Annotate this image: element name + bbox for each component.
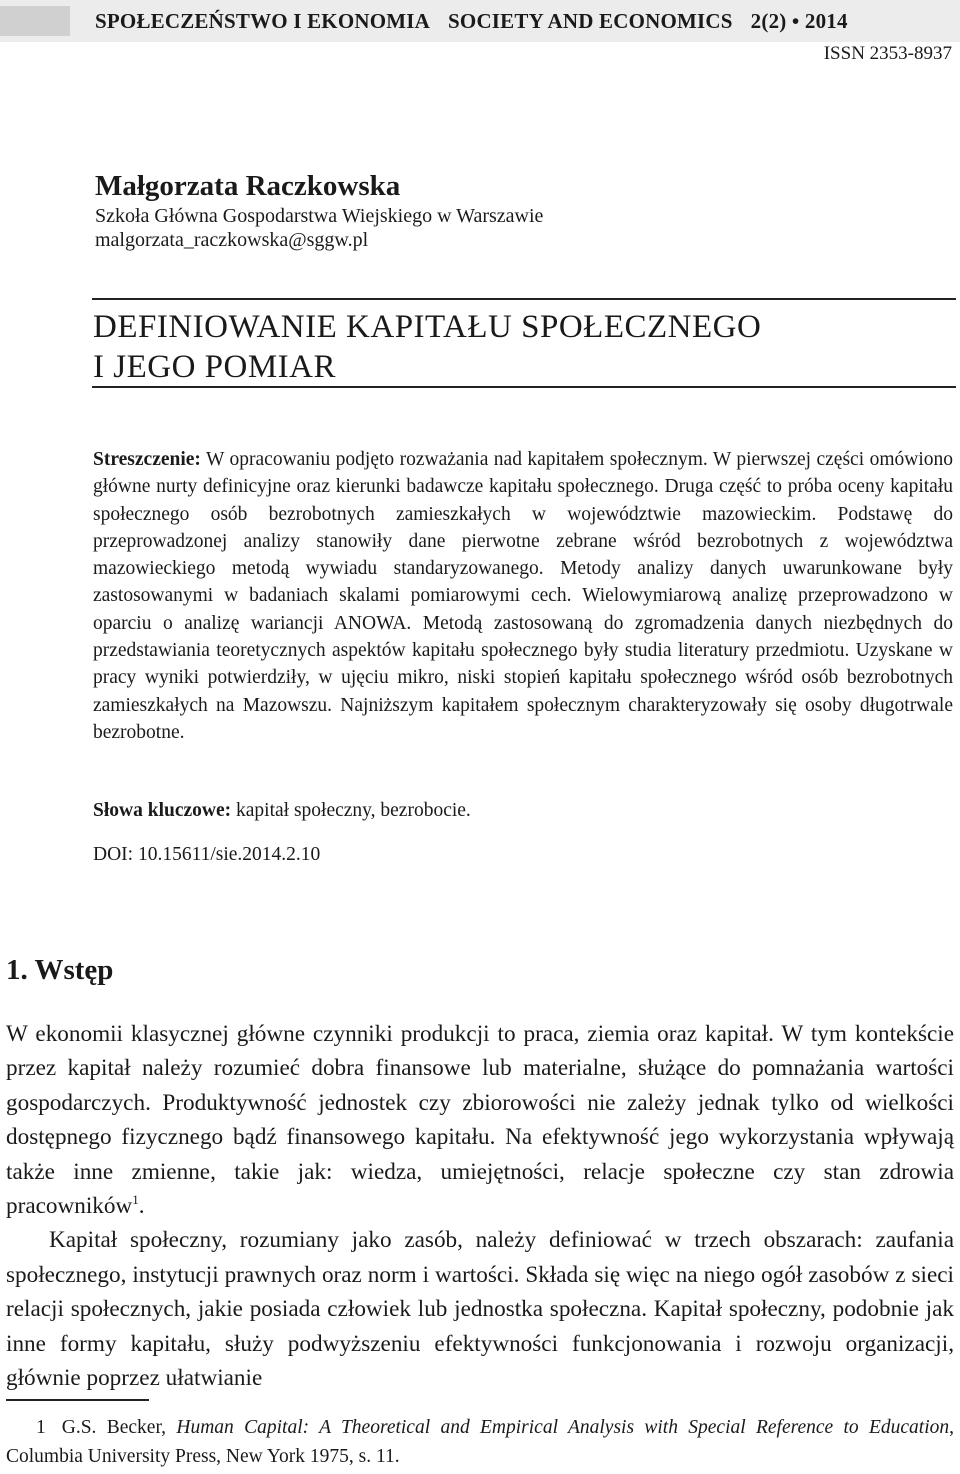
footnote (6, 1413, 954, 1471)
paper-title-line1: DEFINIOWANIE KAPITAŁU SPOŁECZNEGO (93, 309, 762, 345)
body-text (6, 1017, 954, 1395)
keywords (93, 797, 471, 824)
title-rule-bottom (92, 386, 956, 388)
issn: ISSN 2353-8937 (823, 43, 952, 64)
paragraph-1-text: W ekonomii klasycznej główne czynniki produkcji to praca, ziemia oraz kapitał. W tym kontekście przez kapitał należy rozumieć dobra finansowe lub materialne, służące do pomnażania wartości gospodarczych. Produktywność jednostek czy zbiorowości nie zależy jednak tylko od wielkości dostępnego fizycznego bądź finansowego kapitału. Na efektywność jego wykorzystania wpływają także inne zmienne, takie jak: wiedza, umiejętności, relacje społeczne czy stan zdrowia pracowników (6, 1021, 954, 1220)
abstract (93, 446, 953, 746)
footnote-rest: , Columbia University Press, New York 1975, s. 11. (6, 1417, 955, 1467)
footnote-author: G.S. Becker, (61, 1417, 167, 1438)
journal-name-pl: SPOŁECZEŃSTWO I EKONOMIA (95, 9, 431, 33)
section-heading: 1. Wstęp (6, 954, 114, 986)
abstract-label: Streszczenie: (93, 449, 201, 470)
journal-issue: 2(2) • 2014 (750, 9, 848, 33)
author-email: malgorzata_raczkowska@sggw.pl (95, 229, 369, 251)
header-accent-block (0, 6, 70, 36)
journal-name-en: SOCIETY AND ECONOMICS (448, 9, 733, 33)
abstract-text: W opracowaniu podjęto rozważania nad kapitałem społecznym. W pierwszej części omówiono główne nurty definicyjne oraz kierunki badawcze kapitału społecznego. Druga część to próba oceny kapitału społecznego osób bezrobotnych zamieszkałych w województwie mazowieckim. Podstawę do przeprowadzonej analizy stanowiły dane pierwotne zebrane wśród bezrobotnych z województwa mazowieckiego metodą wywiadu standaryzowanego. Metody analizy danych uwarunkowane były zastosowanymi w badaniach skalami pomiarowymi cech. Wielowymiarową analizę przeprowadzono w oparciu o analizę wariancji ANOWA. Metodą zastosowaną do zgromadzenia danych niezbędnych do przedstawiania teoretycznych aspektów kapitału społecznego były studia literatury przedmiotu. Uzyskane w pracy wyniki potwierdziły, w ujęciu mikro, niski stopień kapitału społecznego wśród osób bezrobotnych zamieszkałych na Mazowszu. Najniższym kapitałem społecznym charakteryzowały się osoby długotrwale bezrobotne. (93, 449, 953, 743)
paragraph-1-end: . (138, 1193, 145, 1220)
footnote-number: 1 (36, 1417, 46, 1438)
author-block (95, 168, 543, 252)
keywords-label: Słowa kluczowe: (93, 800, 232, 821)
author-name: Małgorzata Raczkowska (95, 170, 401, 202)
paper-title-line2: I JEGO POMIAR (93, 349, 337, 385)
footnote-rule (6, 1399, 149, 1401)
paragraph-2: Kapitał społeczny, rozumiany jako zasób, należy definiować w trzech obszarach: zaufania społecznego, instytucji prawnych oraz norm i wartości. Składa się więc na niego ogół zasobów z sieci relacji społecznych, jakie posiada człowiek lub jednostka społeczna. Kapitał społeczny, podobnie jak inne formy kapitału, służy podwyższeniu efektywności funkcjonowania i rozwoju organizacji, głównie poprzez ułatwianie (6, 1227, 954, 1392)
paper-title (93, 307, 761, 387)
author-affiliation: Szkoła Główna Gospodarstwa Wiejskiego w Warszawie (95, 205, 544, 227)
footnote-title: Human Capital: A Theoretical and Empirical Analysis with Special Reference to Education (176, 1417, 950, 1438)
title-rule-top (92, 298, 956, 300)
doi: DOI: 10.15611/sie.2014.2.10 (93, 844, 321, 865)
keywords-text: kapitał społeczny, bezrobocie. (236, 800, 471, 821)
footnote-ref: 1 (132, 1192, 139, 1208)
journal-header (95, 9, 848, 34)
paragraph-1 (6, 1017, 954, 1223)
